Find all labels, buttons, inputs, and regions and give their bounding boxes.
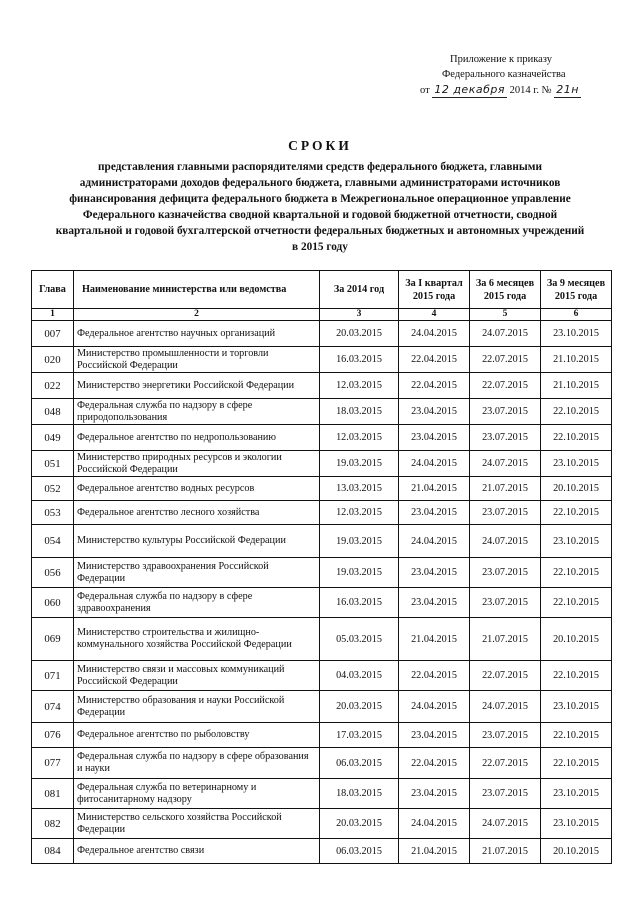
cell-chapter-code: 056 [32,558,74,588]
table-row [32,321,612,347]
cell-date-9-months: 20.10.2015 [541,477,612,501]
cell-date-6-months: 24.07.2015 [470,809,541,839]
column-number: 3 [320,309,399,321]
table-row [32,723,612,748]
table-row [32,347,612,373]
cell-date-6-months: 23.07.2015 [470,588,541,618]
cell-ministry-name: Министерство образования и науки Российской Федерации [74,691,320,723]
cell-date-q1: 23.04.2015 [399,779,470,809]
table-row [32,373,612,399]
cell-date-q1: 24.04.2015 [399,321,470,347]
table-row [32,451,612,477]
cell-date-6-months: 22.07.2015 [470,373,541,399]
cell-chapter-code: 022 [32,373,74,399]
cell-chapter-code: 060 [32,588,74,618]
deadlines-table [31,270,612,864]
cell-date-6-months: 24.07.2015 [470,321,541,347]
cell-ministry-name: Министерство промышленности и торговли Российской Федерации [74,347,320,373]
cell-chapter-code: 082 [32,809,74,839]
table-header-row [32,271,612,309]
appendix-header [420,52,620,98]
cell-ministry-name: Министерство здравоохранения Российской Федерации [74,558,320,588]
cell-date-2014: 18.03.2015 [320,399,399,425]
cell-chapter-code: 051 [32,451,74,477]
cell-date-q1: 22.04.2015 [399,748,470,779]
cell-ministry-name: Федеральное агентство научных организаций [74,321,320,347]
table-body [32,321,612,864]
cell-date-q1: 23.04.2015 [399,558,470,588]
cell-date-q1: 24.04.2015 [399,451,470,477]
cell-date-2014: 17.03.2015 [320,723,399,748]
cell-date-q1: 22.04.2015 [399,373,470,399]
cell-date-9-months: 23.10.2015 [541,321,612,347]
cell-date-q1: 23.04.2015 [399,399,470,425]
cell-date-6-months: 23.07.2015 [470,501,541,525]
table-row [32,779,612,809]
header-9-months-2015: За 9 месяцев 2015 года [541,271,612,309]
cell-date-9-months: 23.10.2015 [541,691,612,723]
cell-date-6-months: 24.07.2015 [470,451,541,477]
cell-chapter-code: 054 [32,525,74,558]
table-row [32,399,612,425]
cell-ministry-name: Министерство культуры Российской Федерации [74,525,320,558]
cell-chapter-code: 020 [32,347,74,373]
subtitle-line: финансирования дефицита федерального бюджета в Межрегиональное операционное управление [69,193,571,205]
cell-date-q1: 21.04.2015 [399,839,470,864]
cell-chapter-code: 007 [32,321,74,347]
table-row [32,501,612,525]
document-title [40,138,600,255]
cell-ministry-name: Федеральная служба по надзору в сфере образования и науки [74,748,320,779]
cell-date-9-months: 22.10.2015 [541,723,612,748]
subtitle-line: в 2015 году [292,241,348,253]
cell-date-2014: 13.03.2015 [320,477,399,501]
cell-date-q1: 24.04.2015 [399,809,470,839]
table-row [32,525,612,558]
cell-date-9-months: 20.10.2015 [541,618,612,661]
subtitle-line: администраторами доходов федерального бюджета, главными администраторами источников [79,177,561,189]
header-chapter: Глава [32,271,74,309]
cell-date-q1: 22.04.2015 [399,661,470,691]
cell-date-2014: 12.03.2015 [320,501,399,525]
table-row [32,809,612,839]
header-year-2014: За 2014 год [320,271,399,309]
cell-ministry-name: Федеральная служба по надзору в сфере природопользования [74,399,320,425]
appendix-line-1: Приложение к приказу [450,54,552,65]
cell-date-9-months: 21.10.2015 [541,347,612,373]
table-row [32,588,612,618]
cell-chapter-code: 052 [32,477,74,501]
cell-ministry-name: Федеральное агентство связи [74,839,320,864]
cell-date-6-months: 23.07.2015 [470,399,541,425]
cell-date-q1: 22.04.2015 [399,347,470,373]
cell-ministry-name: Федеральное агентство по рыболовству [74,723,320,748]
cell-date-2014: 06.03.2015 [320,839,399,864]
cell-ministry-name: Министерство энергетики Российской Федерации [74,373,320,399]
cell-date-q1: 23.04.2015 [399,425,470,451]
cell-ministry-name: Министерство связи и массовых коммуникаций Российской Федерации [74,661,320,691]
cell-date-6-months: 21.07.2015 [470,839,541,864]
cell-date-2014: 20.03.2015 [320,691,399,723]
handwritten-date: 12 декабря [434,83,505,96]
header-q1-2015: За I квартал 2015 года [399,271,470,309]
cell-ministry-name: Министерство природных ресурсов и экологии Российской Федерации [74,451,320,477]
table-row [32,839,612,864]
table-row [32,748,612,779]
cell-chapter-code: 076 [32,723,74,748]
cell-date-6-months: 22.07.2015 [470,748,541,779]
cell-date-2014: 19.03.2015 [320,558,399,588]
cell-date-q1: 23.04.2015 [399,501,470,525]
cell-date-6-months: 22.07.2015 [470,661,541,691]
cell-date-9-months: 23.10.2015 [541,525,612,558]
cell-date-9-months: 20.10.2015 [541,839,612,864]
cell-chapter-code: 084 [32,839,74,864]
handwritten-order-number: 21н [556,83,579,96]
cell-date-9-months: 22.10.2015 [541,661,612,691]
cell-date-2014: 20.03.2015 [320,809,399,839]
cell-date-2014: 12.03.2015 [320,373,399,399]
cell-date-6-months: 23.07.2015 [470,425,541,451]
subtitle-line: Федерального казначейства сводной квартальной и годовой бюджетной отчетности, сводной [82,209,558,221]
cell-date-2014: 05.03.2015 [320,618,399,661]
cell-date-6-months: 23.07.2015 [470,779,541,809]
cell-date-2014: 12.03.2015 [320,425,399,451]
column-number: 6 [541,309,612,321]
header-ministry-name: Наименование министерства или ведомства [74,271,320,309]
appendix-from-prefix: от [420,85,430,96]
cell-chapter-code: 081 [32,779,74,809]
cell-date-q1: 23.04.2015 [399,723,470,748]
cell-date-9-months: 23.10.2015 [541,779,612,809]
cell-ministry-name: Федеральное агентство водных ресурсов [74,477,320,501]
cell-ministry-name: Федеральная служба по ветеринарному и фитосанитарному надзору [74,779,320,809]
cell-chapter-code: 053 [32,501,74,525]
cell-date-6-months: 22.07.2015 [470,347,541,373]
table-row [32,425,612,451]
table-row [32,558,612,588]
column-number: 1 [32,309,74,321]
cell-chapter-code: 071 [32,661,74,691]
cell-chapter-code: 049 [32,425,74,451]
cell-date-q1: 23.04.2015 [399,588,470,618]
title-main: СРОКИ [288,138,352,153]
subtitle-line: представления главными распорядителями средств федерального бюджета, главными [98,161,542,173]
cell-chapter-code: 074 [32,691,74,723]
cell-date-2014: 19.03.2015 [320,525,399,558]
table-row [32,477,612,501]
cell-date-9-months: 22.10.2015 [541,425,612,451]
cell-date-6-months: 23.07.2015 [470,723,541,748]
cell-chapter-code: 048 [32,399,74,425]
cell-date-6-months: 21.07.2015 [470,477,541,501]
header-6-months-2015: За 6 месяцев 2015 года [470,271,541,309]
cell-date-9-months: 21.10.2015 [541,373,612,399]
cell-chapter-code: 069 [32,618,74,661]
cell-chapter-code: 077 [32,748,74,779]
cell-ministry-name: Министерство сельского хозяйства Российской Федерации [74,809,320,839]
column-number: 2 [74,309,320,321]
cell-date-9-months: 22.10.2015 [541,558,612,588]
column-number-row [32,309,612,321]
cell-date-2014: 04.03.2015 [320,661,399,691]
subtitle-line: квартальной и годовой бухгалтерской отчетности федеральных бюджетных и автономных учреждений [55,225,585,237]
cell-date-6-months: 23.07.2015 [470,558,541,588]
cell-ministry-name: Федеральное агентство лесного хозяйства [74,501,320,525]
cell-date-9-months: 22.10.2015 [541,399,612,425]
cell-ministry-name: Федеральная служба по надзору в сфере здравоохранения [74,588,320,618]
table-row [32,691,612,723]
table-row [32,618,612,661]
cell-date-2014: 20.03.2015 [320,321,399,347]
cell-date-2014: 16.03.2015 [320,588,399,618]
cell-ministry-name: Федеральное агентство по недропользованию [74,425,320,451]
cell-date-q1: 21.04.2015 [399,618,470,661]
appendix-line-3 [420,82,620,98]
cell-date-6-months: 21.07.2015 [470,618,541,661]
cell-date-9-months: 22.10.2015 [541,748,612,779]
title-subtitle [40,159,600,255]
cell-date-6-months: 24.07.2015 [470,691,541,723]
appendix-year-label: 2014 г. № [509,85,552,96]
cell-date-2014: 06.03.2015 [320,748,399,779]
cell-date-2014: 18.03.2015 [320,779,399,809]
cell-date-2014: 16.03.2015 [320,347,399,373]
column-number: 5 [470,309,541,321]
cell-date-6-months: 24.07.2015 [470,525,541,558]
cell-date-2014: 19.03.2015 [320,451,399,477]
cell-date-9-months: 22.10.2015 [541,588,612,618]
cell-date-q1: 24.04.2015 [399,691,470,723]
cell-date-q1: 24.04.2015 [399,525,470,558]
cell-date-9-months: 23.10.2015 [541,809,612,839]
cell-date-9-months: 22.10.2015 [541,501,612,525]
column-number: 4 [399,309,470,321]
table-row [32,661,612,691]
appendix-line-2: Федерального казначейства [442,69,566,80]
cell-date-9-months: 23.10.2015 [541,451,612,477]
cell-date-q1: 21.04.2015 [399,477,470,501]
cell-ministry-name: Министерство строительства и жилищно-коммунального хозяйства Российской Федерации [74,618,320,661]
